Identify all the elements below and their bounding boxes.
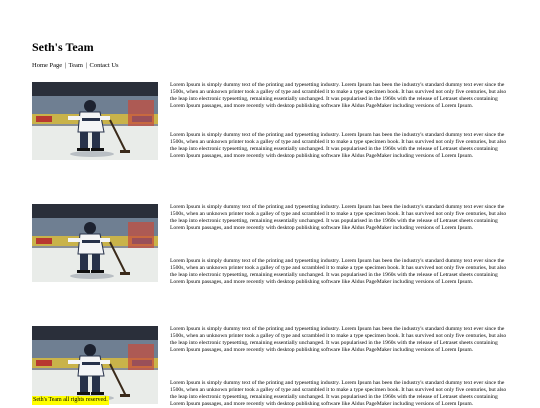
- lorem-paragraph: Lorem Ipsum is simply dummy text of the printing and typesetting industry. Lorem Ipsum has been the industry's standard dummy text ever since the 1500s, when an unknown printer took a galley of type and scrambled it to make a type specimen book. It has survived not only five centuries, but also the leap into electronic typesetting, remaining essentially unchanged. It was popularised in the 1960s with the release of Letraset sheets containing Lorem Ipsum passages, and more recently with desktop publishing software like Aldus PageMaker including versions of Lorem Ipsum.: [170, 380, 507, 407]
- hockey-player-photo: [32, 204, 158, 282]
- lorem-paragraph: Lorem Ipsum is simply dummy text of the printing and typesetting industry. Lorem Ipsum has been the industry's standard dummy text ever since the 1500s, when an unknown printer took a galley of type and scrambled it to make a type specimen book. It has survived not only five centuries, but also the leap into electronic typesetting, remaining essentially unchanged. It was popularised in the 1960s with the release of Letraset sheets containing Lorem Ipsum passages, and more recently with desktop publishing software like Aldus PageMaker including versions of Lorem Ipsum.: [170, 132, 507, 159]
- lorem-paragraph: Lorem Ipsum is simply dummy text of the printing and typesetting industry. Lorem Ipsum has been the industry's standard dummy text ever since the 1500s, when an unknown printer took a galley of type and scrambled it to make a type specimen book. It has survived not only five centuries, but also the leap into electronic typesetting, remaining essentially unchanged. It was popularised in the 1960s with the release of Letraset sheets containing Lorem Ipsum passages, and more recently with desktop publishing software like Aldus PageMaker including versions of Lorem Ipsum.: [170, 258, 507, 285]
- hockey-player-image: [32, 204, 158, 282]
- nav-separator: |: [85, 62, 87, 69]
- main-nav: [32, 62, 119, 69]
- site-title: Seth's Team: [32, 40, 94, 54]
- hockey-player-photo: [32, 82, 158, 160]
- hockey-player-image: [32, 326, 158, 404]
- lorem-paragraph: Lorem Ipsum is simply dummy text of the printing and typesetting industry. Lorem Ipsum has been the industry's standard dummy text ever since the 1500s, when an unknown printer took a galley of type and scrambled it to make a type specimen book. It has survived not only five centuries, but also the leap into electronic typesetting, remaining essentially unchanged. It was popularised in the 1960s with the release of Letraset sheets containing Lorem Ipsum passages, and more recently with desktop publishing software like Aldus PageMaker including versions of Lorem Ipsum.: [170, 326, 507, 353]
- hockey-player-image: [32, 82, 158, 160]
- nav-home-link[interactable]: Home Page: [32, 62, 63, 69]
- nav-contact-link[interactable]: Contact Us: [89, 62, 119, 69]
- lorem-paragraph: Lorem Ipsum is simply dummy text of the printing and typesetting industry. Lorem Ipsum has been the industry's standard dummy text ever since the 1500s, when an unknown printer took a galley of type and scrambled it to make a type specimen book. It has survived not only five centuries, but also the leap into electronic typesetting, remaining essentially unchanged. It was popularised in the 1960s with the release of Letraset sheets containing Lorem Ipsum passages, and more recently with desktop publishing software like Aldus PageMaker including versions of Lorem Ipsum.: [170, 82, 507, 109]
- nav-separator: |: [64, 62, 67, 69]
- lorem-paragraph: Lorem Ipsum is simply dummy text of the printing and typesetting industry. Lorem Ipsum has been the industry's standard dummy text ever since the 1500s, when an unknown printer took a galley of type and scrambled it to make a type specimen book. It has survived not only five centuries, but also the leap into electronic typesetting, remaining essentially unchanged. It was popularised in the 1960s with the release of Letraset sheets containing Lorem Ipsum passages, and more recently with desktop publishing software like Aldus PageMaker including versions of Lorem Ipsum.: [170, 204, 507, 231]
- nav-team-link[interactable]: Team: [68, 62, 83, 69]
- hockey-player-photo: [32, 326, 158, 404]
- footer-copyright: Seth's Team all rights reserved.: [33, 397, 108, 403]
